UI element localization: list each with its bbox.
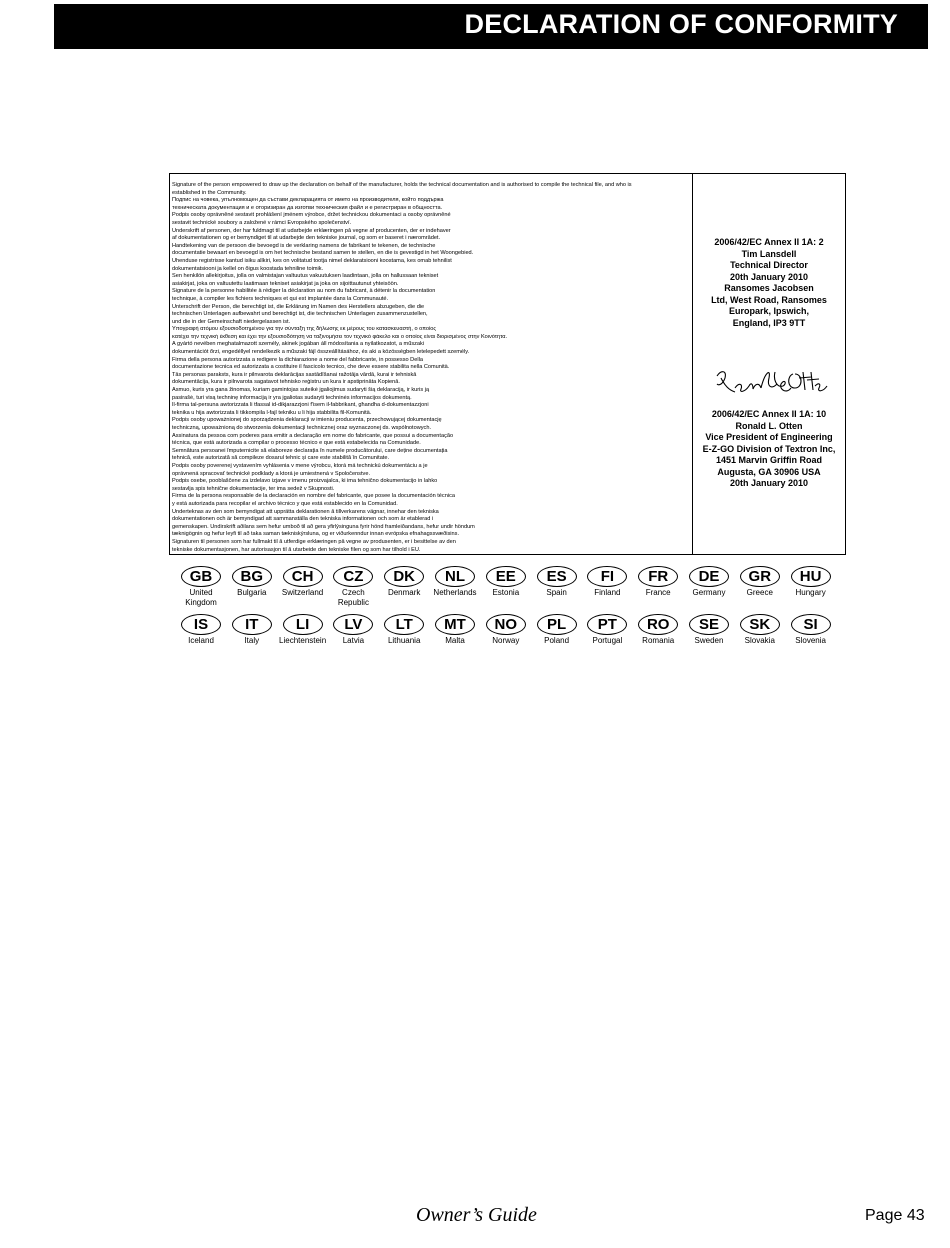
country-code-badge: RO xyxy=(638,614,678,635)
declaration-text xyxy=(172,182,690,554)
country-li xyxy=(278,614,328,646)
country-pl xyxy=(532,614,582,646)
country-code-badge: IS xyxy=(181,614,221,635)
country-name: Netherlands xyxy=(433,588,477,597)
signatory-line: 20th January 2010 xyxy=(729,478,809,488)
country-sk xyxy=(735,614,785,646)
country-ee xyxy=(481,566,531,598)
signatory-2-block xyxy=(693,409,845,490)
country-name: Italy xyxy=(244,636,260,645)
declaration-line: Underskrift af personen, der har fuldmagt til at udarbejde erklæringen på vegne af producenten, der er indehaver xyxy=(172,227,451,234)
country-name: United Kingdom xyxy=(185,588,217,607)
signatory-line: Ronald L. Otten xyxy=(735,420,803,431)
signatory-line: Tim Lansdell xyxy=(741,248,797,259)
country-code-badge: CZ xyxy=(333,566,373,587)
signatory-line: 20th January 2010 xyxy=(729,271,809,282)
country-hu xyxy=(786,566,836,598)
signatory-line: Ltd, West Road, Ransomes xyxy=(711,294,827,305)
declaration-line: dokumentationen och är bemyndigad att sammanställa den tekniska informationen och som är etablerad i xyxy=(172,516,434,523)
declaration-line: dokumentációt őrzi, engedéllyel rendelkezik a műszaki fájl összeállításához, és aki a közösségben letelepedett személy. xyxy=(172,349,470,356)
country-code-badge: LI xyxy=(283,614,323,635)
country-code-badge: DE xyxy=(689,566,729,587)
country-gr xyxy=(735,566,785,598)
country-name: Greece xyxy=(746,588,773,597)
declaration-line: Ühenduse registrisse kantud isiku allkiri, kes on volitatud tootja nimel deklaratsiooni koostama, kes omab tehnilist xyxy=(172,257,452,264)
declaration-line: Podpis osoby oprávněné sestavit prohlášení jménem výrobce, držet technickou dokumentaci a osoby oprávněné xyxy=(172,212,451,219)
country-name: Hungary xyxy=(795,588,826,597)
declaration-line: κατέχει την τεχνική έκθεση και έχει την εξουσιοδότηση να ταξινομήσει τον τεχνικό φάκελο και ο οποίος είναι διορισμένος στην Κοινότητα. xyxy=(172,333,508,340)
page-title: DECLARATION OF CONFORMITY xyxy=(464,9,898,39)
declaration-line: teknika u hija awtorizzata li tikkompila l-fajl tekniku u li hija stabbilita fil-Komunità. xyxy=(172,409,372,416)
declaration-text-cell xyxy=(170,174,693,554)
country-name: Spain xyxy=(546,588,567,597)
signatory-line: Technical Director xyxy=(730,260,808,270)
country-de xyxy=(684,566,734,598)
country-name: Norway xyxy=(492,636,520,645)
signatory-line: E-Z-GO Division of Textron Inc, xyxy=(702,443,836,454)
signatory-cell xyxy=(693,174,845,554)
declaration-line: pasirašė, turi visą techninę informaciją ir yra įgaliotas sudaryti techninės informacijos dokumentą. xyxy=(172,394,412,401)
country-name: Estonia xyxy=(492,588,520,597)
country-name: Germany xyxy=(692,588,726,597)
declaration-line: Il-firma tal-persuna awtorizzata li tfassal id-dikjarazzjoni f'isem il-fabbrikant, għandha d-dokumentazzjoni xyxy=(172,402,429,409)
country-name: Malta xyxy=(445,636,465,645)
country-row-1 xyxy=(176,566,836,606)
country-name: Sweden xyxy=(694,636,724,645)
country-code-badge: DK xyxy=(384,566,424,587)
signatory-line: 2006/42/EC Annex II 1A: 10 xyxy=(711,409,827,419)
country-row-2 xyxy=(176,614,836,654)
country-fi xyxy=(582,566,632,598)
country-code-badge: NL xyxy=(435,566,475,587)
country-es xyxy=(532,566,582,598)
country-cz xyxy=(328,566,378,608)
declaration-line: sestavit technické soubory a založené v rámci Evropského společenství. xyxy=(172,219,352,226)
declaration-line: Firma de la persona responsable de la declaración en nombre del fabricante, que posee la documentación técnica xyxy=(172,493,455,500)
declaration-line: Assinatura da pessoa com poderes para emitir a declaração em nome do fabricante, que possui a documentação xyxy=(172,432,454,439)
country-name: Denmark xyxy=(387,588,421,597)
country-ch xyxy=(278,566,328,598)
country-name: Switzerland xyxy=(281,588,324,597)
declaration-line: established in the Community. xyxy=(172,189,247,196)
header-bar xyxy=(54,4,928,49)
declaration-line: Semnătura persoanei împuternicite să elaboreze declarația în numele producătorului, care deține documentația xyxy=(172,447,448,454)
declaration-line: Podpis osoby poverenej vystavením vyhlásenia v mene výrobcu, ktorá má technickú dokumentáciu a je xyxy=(172,462,428,469)
country-code-badge: FR xyxy=(638,566,678,587)
declaration-line: tekniske dokumentasjonen, har autorisasjon til å utarbeide den tekniske filen og som har tilhold i EU. xyxy=(172,546,421,553)
declaration-line: Signaturen til personen som har fullmakt til å utferdige erklæringen på vegne av produsenten, er i besittelse av den xyxy=(172,538,456,545)
country-name: Liechtenstein xyxy=(279,636,327,645)
declaration-line: und die in der Gemeinschaft niedergelassen ist. xyxy=(172,318,291,325)
country-code-badge: HU xyxy=(791,566,831,587)
declaration-line: documentazione tecnica ed autorizzata a costituire il fascicolo tecnico, che deve essere stabilita nella Comunità. xyxy=(172,364,450,371)
country-lt xyxy=(379,614,429,646)
country-name: Latvia xyxy=(342,636,365,645)
country-si xyxy=(786,614,836,646)
country-code-badge: LT xyxy=(384,614,424,635)
country-code-badge: ES xyxy=(537,566,577,587)
country-code-badge: CH xyxy=(283,566,323,587)
declaration-line: oprávnená spracovať technické podklady a ktorá je umiestnená v Spoločenstve. xyxy=(172,470,370,477)
country-gb xyxy=(176,566,226,608)
signatory-line: Ransomes Jacobsen xyxy=(724,283,814,293)
country-no xyxy=(481,614,531,646)
footer-guide-title: Owner’s Guide xyxy=(416,1204,537,1226)
country-code-badge: SI xyxy=(791,614,831,635)
declaration-line: Unterschrift der Person, die berechtigt ist, die Erklärung im Namen des Herstellers abzugeben, die die xyxy=(172,303,425,310)
country-name: Czech Republic xyxy=(337,588,369,607)
declaration-line: technique, à compiler les fichiers techniques et qui est implantée dans la Communauté. xyxy=(172,295,389,302)
country-name: Finland xyxy=(594,588,621,597)
country-name: Romania xyxy=(642,636,675,645)
country-code-badge: IT xyxy=(232,614,272,635)
country-code-badge: SK xyxy=(740,614,780,635)
country-code-badge: PL xyxy=(537,614,577,635)
declaration-line: técnica, que está autorizada a compilar o processo técnico e que está estabelecida na Comunidade. xyxy=(172,440,421,447)
declaration-line: Signature de la personne habilitée à rédiger la déclaration au nom du fabricant, à détenir la documentation xyxy=(172,288,436,295)
country-ro xyxy=(633,614,683,646)
country-code-badge: EE xyxy=(486,566,526,587)
country-code-badge: PT xyxy=(587,614,627,635)
declaration-line: gemenskapen. Undirskrift aðilans sem hefur umboð til að gera yfirlýsinguna fyrir hönd framleiðandans, hefur undir höndum xyxy=(172,523,475,530)
country-name: Iceland xyxy=(188,636,214,645)
signatory-line: 1451 Marvin Griffin Road xyxy=(715,455,823,465)
declaration-line: Asmuo, kuris yra gana žinomas, kuriam gamintojas suteikė įgaliojimus sudaryti šią deklaraciją, ir kuris ją xyxy=(172,387,430,394)
page-number: Page 43 xyxy=(865,1207,925,1224)
country-lv xyxy=(328,614,378,646)
declaration-line: dokumentatsiooni ja kellel on õigus koostada tehniline toimik. xyxy=(172,265,324,272)
declaration-line: Sen henkilön allekirjoitus, jolla on valmistajan valtuutus vakuutuksen laadintaan, jolla on hallussaan tekniset xyxy=(172,273,439,280)
signatory-1-block xyxy=(693,237,845,329)
signature-image xyxy=(711,362,831,400)
declaration-line: documentatie bewaart en bevoegd is om het technische bestand samen te stellen, en die is gevestigd in het Woongebied. xyxy=(172,250,474,257)
country-nl xyxy=(430,566,480,598)
country-mt xyxy=(430,614,480,646)
country-code-badge: GR xyxy=(740,566,780,587)
country-name: Portugal xyxy=(592,636,623,645)
declaration-line: A gyártó nevében meghatalmazott személy, akinek jogában áll módosítania a nyilatkozatot, a műszaki xyxy=(172,341,425,348)
declaration-line: asiakirjat, joka on valtuutettu laatimaan tekniset asiakirjat ja joka on sijoittautunut yhteisöön. xyxy=(172,280,399,287)
declaration-line: Podpis osoby upoważnionej do sporządzenia deklaracji w imieniu producenta, przechowującej dokumentację xyxy=(172,417,442,424)
country-name: Slovakia xyxy=(744,636,775,645)
country-code-badge: MT xyxy=(435,614,475,635)
country-code-badge: GB xyxy=(181,566,221,587)
declaration-line: Handtekening van de persoon die bevoegd is de verklaring namens de fabrikant te tekenen, de technische xyxy=(172,242,436,249)
country-is xyxy=(176,614,226,646)
declaration-line: technischen Unterlagen aufbewahrt und berechtigt ist, die technischen Unterlagen zusammenzustellen, xyxy=(172,311,428,318)
declaration-line: techniczną, upoważnioną do stworzenia dokumentacji technicznej oraz wyznaczonej ds. wspólnotowych. xyxy=(172,425,432,431)
declaration-line: dokumentācija, kura ir pilnvarota sagatavot tehnisko reģistru un kura ir apstiprināta Kopienā. xyxy=(172,379,400,386)
declaration-line: Подпис на човека, упълномощен да състави декларацията от името на производителя, който поддържа xyxy=(172,197,444,204)
declaration-line: Podpis osebe, pooblaščene za izdelavo izjave v imenu proizvajalca, ki ima tehnično dokumentacijo in lahko xyxy=(172,478,438,485)
signatory-line: England, IP3 9TT xyxy=(732,317,806,328)
declaration-line: техническата документация и е оторизиран да изготви техническия файл и е регистриран в общността. xyxy=(172,204,443,211)
signatory-line: Augusta, GA 30906 USA xyxy=(717,466,821,477)
declaration-line: tehnică, este autorizată să compileze dosarul tehnic și care este stabilită în Comunitate. xyxy=(172,455,390,462)
country-code-badge: SE xyxy=(689,614,729,635)
declaration-line: sestavlja spis tehnične dokumentacije, ter ima sedež v Skupnosti. xyxy=(172,485,335,492)
country-dk xyxy=(379,566,429,598)
country-name: Lithuania xyxy=(387,636,421,645)
country-fr xyxy=(633,566,683,598)
signatory-line: Europark, Ipswich, xyxy=(728,306,810,316)
country-se xyxy=(684,614,734,646)
country-it xyxy=(227,614,277,646)
country-name: France xyxy=(645,588,671,597)
declaration-line: af dokumentationen og er bemyndiget til at udarbejde den tekniske journal, og som er baseret i nærområdet. xyxy=(172,235,441,242)
country-name: Poland xyxy=(544,636,570,645)
declaration-line: y está autorizada para recopilar el archivo técnico y que está establecido en la Comunidad. xyxy=(172,500,398,507)
declaration-line: Underteknas av den som bemyndigat att upprätta deklarationen å tillverkarens vägnar, innehar den tekniska xyxy=(172,508,439,515)
country-code-badge: NO xyxy=(486,614,526,635)
declaration-line: tæknigögnin og hefur leyfi til að taka saman tækniskýrsluna, og er viðurkenndur innan evrópska efnahagssvæðisins. xyxy=(172,531,459,538)
declaration-line: Υπογραφή ατόμου εξουσιοδοτημένου για την σύνταξη της δήλωσης εκ μέρους του κατασκευαστή, ο οποίος xyxy=(172,326,437,333)
country-bg xyxy=(227,566,277,598)
declaration-line: Signature of the person empowered to draw up the declaration on behalf of the manufacturer, holds the technical documentation and is authorised to compile the technical file, and who is xyxy=(172,182,632,188)
declaration-table xyxy=(169,173,846,555)
country-code-badge: FI xyxy=(587,566,627,587)
country-name: Bulgaria xyxy=(237,588,267,597)
signatory-line: Vice President of Engineering xyxy=(705,432,833,442)
country-name: Slovenia xyxy=(795,636,826,645)
declaration-line: Firma della persona autorizzata a redigere la dichiarazione a nome del fabbricante, in possesso Della xyxy=(172,356,423,363)
country-code-badge: LV xyxy=(333,614,373,635)
declaration-line: Tās personas paraksts, kura ir pilnvarota deklarācijas sastādīšanai ražotāja vārdā, kurai ir tehniskā xyxy=(172,371,417,378)
country-code-badge: BG xyxy=(232,566,272,587)
signatory-line: 2006/42/EC Annex II 1A: 2 xyxy=(714,237,824,247)
country-pt xyxy=(582,614,632,646)
